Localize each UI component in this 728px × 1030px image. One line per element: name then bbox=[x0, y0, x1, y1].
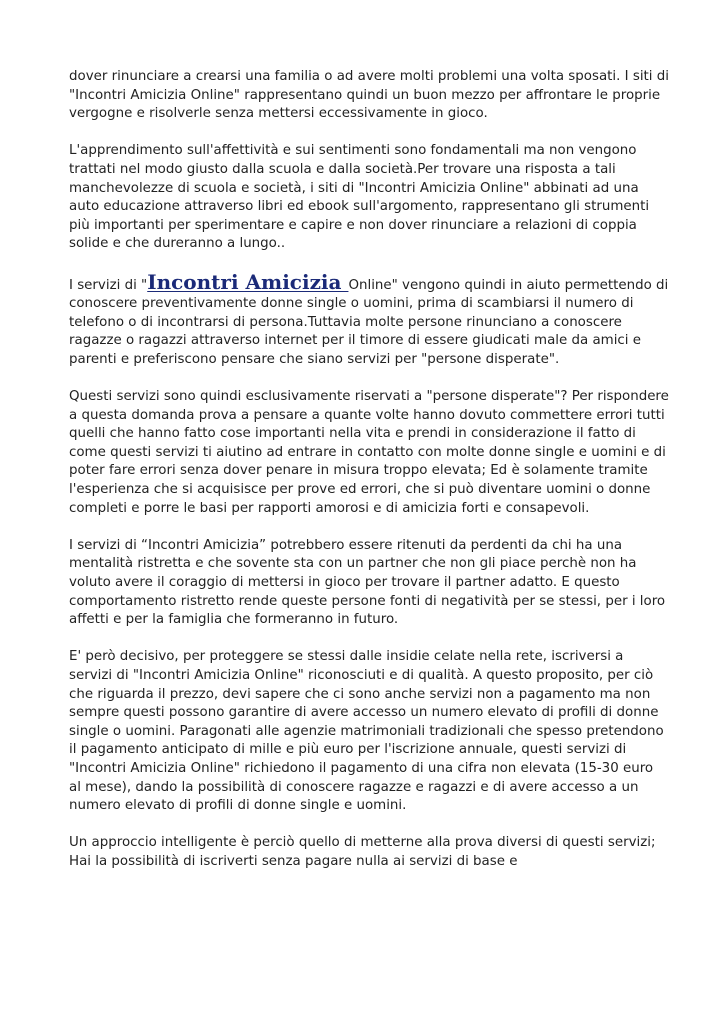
paragraph-3-before: I servizi di " bbox=[69, 277, 148, 293]
paragraph-5: I servizi di “Incontri Amicizia” potrebbero essere ritenuti da perdenti da chi ha una mentalità ristretta e che sovente sta con un partner che non gli piace perchè non ha voluto avere il coraggio di mettersi in gioco per trovare il partner adatto. E questo comportamento ristretto rende queste persone fonti di negatività per se stessi, per i loro affetti e per la famiglia che formeranno in futuro. bbox=[69, 537, 666, 628]
paragraph-3 bbox=[69, 269, 669, 370]
incontri-amicizia-link[interactable]: Incontri Amicizia bbox=[147, 269, 349, 294]
paragraph-1: dover rinunciare a crearsi una familia o ad avere molti problemi una volta sposati. I siti di "Incontri Amicizia Online" rappresentano quindi un buon mezzo per affrontare le proprie vergogne e risolverle senza mettersi eccessivamente in gioco. bbox=[69, 69, 669, 122]
paragraph-6: E' però decisivo, per proteggere se stessi dalle insidie celate nella rete, iscriversi a servizi di "Incontri Amicizia Online" riconosciuti e di qualità. A questo proposito, per ciò che riguarda il prezzo, devi sapere che ci sono anche servizi non a pagamento ma non sempre questi possono garantire di avere accesso un numero elevato di profili di donne single o uomini. Paragonati alle agenzie matrimoniali tradizionali che spesso pretendono il pagamento anticipato di mille e più euro per l'iscrizione annuale, questi servizi di "Incontri Amicizia Online" richiedono il pagamento di una cifra non elevata (15-30 euro al mese), dando la possibilità di conoscere ragazze e ragazzi e di avere accesso a un numero elevato di profili di donne single e uomini. bbox=[69, 649, 664, 814]
document-page bbox=[69, 68, 669, 890]
paragraph-2: L'apprendimento sull'affettività e sui sentimenti sono fondamentali ma non vengono trattati nel modo giusto dalla scuola e dalla società.Per trovare una risposta a tali manchevolezze di scuola e società, i siti di "Incontri Amicizia Online" abbinati ad una auto educazione attraverso libri ed ebook sull'argomento, rappresentano gli strumenti più importanti per sperimentare e capire e non dover rinunciare a relazioni di coppia solide e che dureranno a lungo.. bbox=[69, 143, 650, 252]
paragraph-7: Un approccio intelligente è perciò quello di metterne alla prova diversi di questi servizi; Hai la possibilità di iscriverti senza pagare nulla ai servizi di base e bbox=[69, 835, 656, 869]
paragraph-3-after: Online" vengono quindi in aiuto permettendo di conoscere preventivamente donne single o uomini, prima di scambiarsi il numero di telefono o di incontrarsi di persona.Tuttavia molte persone rinunciano a conoscere ragazze o ragazzi attraverso internet per il timore di essere giudicati male da amici e parenti e preferiscono pensare che siano servizi per "persone disperate". bbox=[69, 277, 669, 367]
paragraph-4: Questi servizi sono quindi esclusivamente riservati a "persone disperate"? Per rispondere a questa domanda prova a pensare a quante volte hanno dovuto commettere errori tutti quelli che hanno fatto cose importanti nella vita e prendi in considerazione il fatto di come questi servizi ti aiutino ad entrare in contatto con molte donne single e uomini e di poter fare errori senza dover penare in misura troppo elevata; Ed è solamente tramite l'esperienza che si acquisisce per prove ed errori, che si può diventare uomini o donne completi e porre le basi per rapporti amorosi e di amicizia forti e consapevoli. bbox=[69, 389, 669, 516]
